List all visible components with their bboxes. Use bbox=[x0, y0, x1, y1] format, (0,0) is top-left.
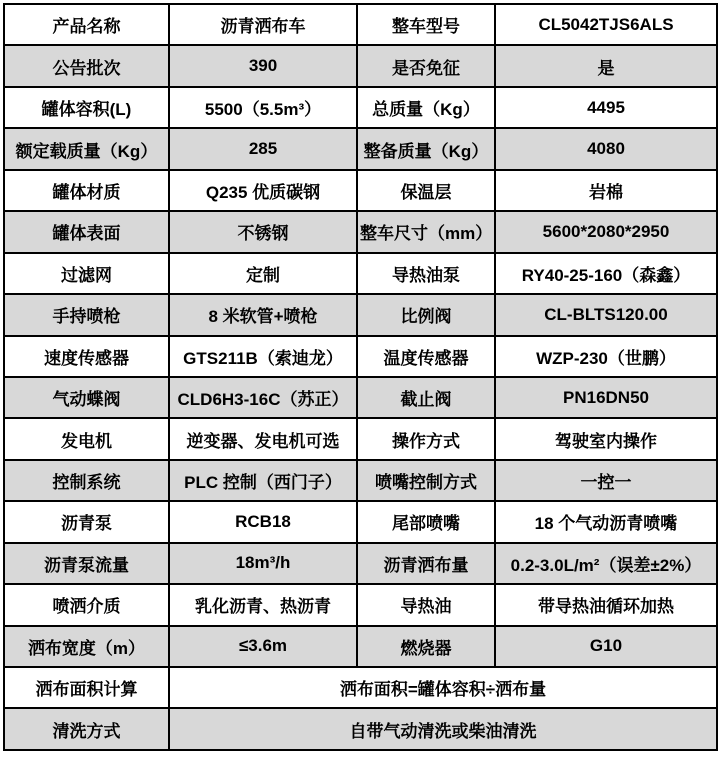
table-row bbox=[4, 708, 717, 750]
spec-value-cell: 带导热油循环加热 bbox=[495, 584, 717, 625]
spec-label-cell: 额定载质量（Kg） bbox=[4, 128, 169, 169]
spec-label-cell: 截止阀 bbox=[357, 377, 495, 418]
table-row bbox=[4, 667, 717, 708]
spec-label-cell: 罐体材质 bbox=[4, 170, 169, 211]
spec-label-cell: 发电机 bbox=[4, 418, 169, 459]
spec-value-cell: 沥青洒布车 bbox=[169, 4, 357, 45]
spec-label-cell: 洒布宽度（m） bbox=[4, 626, 169, 667]
spec-value-cell: PN16DN50 bbox=[495, 377, 717, 418]
spec-value-cell: RCB18 bbox=[169, 501, 357, 542]
table-row bbox=[4, 377, 717, 418]
spec-label-cell: 比例阀 bbox=[357, 294, 495, 335]
spec-label-cell: 产品名称 bbox=[4, 4, 169, 45]
spec-value-cell: 自带气动清洗或柴油清洗 bbox=[169, 708, 717, 750]
spec-label-cell: 洒布面积计算 bbox=[4, 667, 169, 708]
spec-label-cell: 整车型号 bbox=[357, 4, 495, 45]
spec-value-cell: 驾驶室内操作 bbox=[495, 418, 717, 459]
table-row bbox=[4, 253, 717, 294]
spec-value-cell: 逆变器、发电机可选 bbox=[169, 418, 357, 459]
spec-label-cell: 沥青泵 bbox=[4, 501, 169, 542]
spec-value-cell: 洒布面积=罐体容积÷洒布量 bbox=[169, 667, 717, 708]
spec-label-cell: 公告批次 bbox=[4, 45, 169, 86]
spec-value-cell: ≤3.6m bbox=[169, 626, 357, 667]
spec-value-cell: PLC 控制（西门子） bbox=[169, 460, 357, 501]
spec-value-cell: CL5042TJS6ALS bbox=[495, 4, 717, 45]
spec-label-cell: 整车尺寸（mm） bbox=[357, 211, 495, 252]
spec-value-cell: 乳化沥青、热沥青 bbox=[169, 584, 357, 625]
spec-label-cell: 清洗方式 bbox=[4, 708, 169, 750]
spec-table-body bbox=[4, 4, 717, 750]
spec-label-cell: 过滤网 bbox=[4, 253, 169, 294]
spec-value-cell: 定制 bbox=[169, 253, 357, 294]
spec-value-cell: 18 个气动沥青喷嘴 bbox=[495, 501, 717, 542]
table-row bbox=[4, 211, 717, 252]
table-row bbox=[4, 460, 717, 501]
spec-value-cell: 8 米软管+喷枪 bbox=[169, 294, 357, 335]
table-row bbox=[4, 170, 717, 211]
spec-value-cell: 是 bbox=[495, 45, 717, 86]
spec-label-cell: 是否免征 bbox=[357, 45, 495, 86]
spec-value-cell: WZP-230（世鹏） bbox=[495, 336, 717, 377]
spec-label-cell: 速度传感器 bbox=[4, 336, 169, 377]
spec-label-cell: 温度传感器 bbox=[357, 336, 495, 377]
table-row bbox=[4, 128, 717, 169]
table-row bbox=[4, 418, 717, 459]
table-row bbox=[4, 87, 717, 128]
spec-label-cell: 总质量（Kg） bbox=[357, 87, 495, 128]
table-row bbox=[4, 626, 717, 667]
spec-value-cell: GTS211B（索迪龙） bbox=[169, 336, 357, 377]
table-row bbox=[4, 501, 717, 542]
spec-label-cell: 喷嘴控制方式 bbox=[357, 460, 495, 501]
spec-value-cell: 390 bbox=[169, 45, 357, 86]
spec-value-cell: G10 bbox=[495, 626, 717, 667]
spec-value-cell: 5600*2080*2950 bbox=[495, 211, 717, 252]
spec-label-cell: 沥青泵流量 bbox=[4, 543, 169, 584]
spec-label-cell: 导热油 bbox=[357, 584, 495, 625]
spec-value-cell: 一控一 bbox=[495, 460, 717, 501]
spec-label-cell: 气动蝶阀 bbox=[4, 377, 169, 418]
spec-label-cell: 保温层 bbox=[357, 170, 495, 211]
spec-label-cell: 燃烧器 bbox=[357, 626, 495, 667]
product-spec-table bbox=[3, 3, 718, 751]
table-row bbox=[4, 4, 717, 45]
spec-value-cell: RY40-25-160（森鑫） bbox=[495, 253, 717, 294]
spec-value-cell: 岩棉 bbox=[495, 170, 717, 211]
table-row bbox=[4, 45, 717, 86]
spec-label-cell: 罐体表面 bbox=[4, 211, 169, 252]
spec-label-cell: 喷洒介质 bbox=[4, 584, 169, 625]
spec-value-cell: 5500（5.5m³） bbox=[169, 87, 357, 128]
spec-value-cell: 4495 bbox=[495, 87, 717, 128]
spec-value-cell: 285 bbox=[169, 128, 357, 169]
spec-label-cell: 尾部喷嘴 bbox=[357, 501, 495, 542]
spec-label-cell: 控制系统 bbox=[4, 460, 169, 501]
spec-value-cell: 18m³/h bbox=[169, 543, 357, 584]
spec-label-cell: 沥青洒布量 bbox=[357, 543, 495, 584]
spec-label-cell: 罐体容积(L) bbox=[4, 87, 169, 128]
table-row bbox=[4, 336, 717, 377]
spec-value-cell: CL-BLTS120.00 bbox=[495, 294, 717, 335]
spec-value-cell: Q235 优质碳钢 bbox=[169, 170, 357, 211]
spec-value-cell: 不锈钢 bbox=[169, 211, 357, 252]
spec-label-cell: 手持喷枪 bbox=[4, 294, 169, 335]
table-row bbox=[4, 584, 717, 625]
table-row bbox=[4, 294, 717, 335]
spec-value-cell: CLD6H3-16C（苏正） bbox=[169, 377, 357, 418]
spec-label-cell: 操作方式 bbox=[357, 418, 495, 459]
spec-label-cell: 整备质量（Kg） bbox=[357, 128, 495, 169]
spec-value-cell: 4080 bbox=[495, 128, 717, 169]
spec-label-cell: 导热油泵 bbox=[357, 253, 495, 294]
table-row bbox=[4, 543, 717, 584]
spec-value-cell: 0.2-3.0L/m²（误差±2%） bbox=[495, 543, 717, 584]
